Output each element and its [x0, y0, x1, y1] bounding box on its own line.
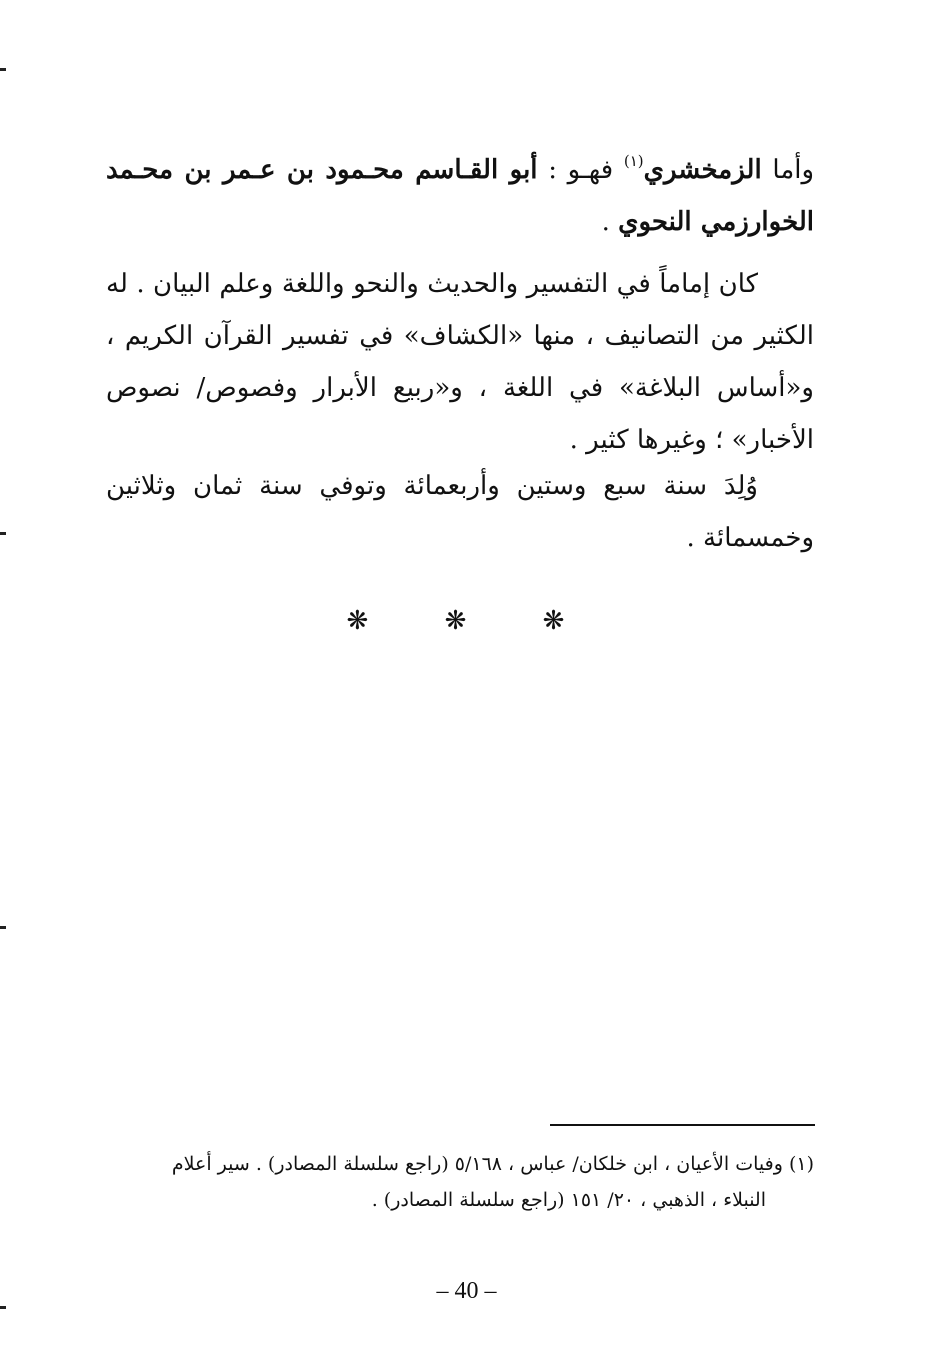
paragraph-biography-text: كان إماماً في التفسير والحديث والنحو واللغة وعلم البيان . له الكثير من التصانيف ، منها «الكشاف» في تفسير القرآن الكريم ، و«أساس البلاغة» في اللغة ، و«ربيع الأبرار وفصوص/ نصوص الأخبار» ؛ وغيرها كثير . — [106, 269, 814, 455]
paragraph-connector: فهـو : — [548, 155, 614, 185]
scan-margin-mark — [0, 532, 6, 535]
footnote — [106, 1146, 814, 1218]
separator-star-icon: ❋ — [444, 606, 489, 636]
paragraph-end: . — [601, 207, 610, 237]
paragraph-dates-text: وُلِدَ سنة سبع وستين وأربعمائة وتوفي سنة ثمان وثلاثين وخمسمائة . — [106, 471, 814, 553]
section-separator — [0, 606, 933, 636]
separator-star-icon: ❋ — [346, 606, 391, 636]
footnote-line-1: (١) وفيات الأعيان ، ابن خلكان/ عباس ، ٥/١٦٨ (راجع سلسلة المصادر) . سير أعلام — [171, 1153, 814, 1175]
scan-margin-mark — [0, 926, 6, 929]
subject-name: الزمخشري — [643, 155, 762, 185]
footnote-divider — [550, 1124, 815, 1126]
footnote-reference[interactable]: (١) — [623, 152, 644, 170]
paragraph-biography — [106, 258, 814, 466]
scan-margin-mark — [0, 68, 6, 71]
paragraph-dates — [106, 460, 814, 564]
footnote-line-2: النبلاء ، الذهبي ، ٢٠/ ١٥١ (راجع سلسلة المصادر) . — [371, 1189, 766, 1211]
page-number: – 40 – — [436, 1278, 497, 1304]
paragraph-lead: وأما — [772, 155, 815, 185]
subject-full-name: أبو القـاسم محـمود بن عـمر بن محـمد الخوارزمي النحوي — [106, 155, 814, 237]
paragraph-zamakhshari-name — [106, 144, 814, 248]
separator-star-icon: ❋ — [542, 606, 587, 636]
scan-margin-mark — [0, 1306, 6, 1309]
